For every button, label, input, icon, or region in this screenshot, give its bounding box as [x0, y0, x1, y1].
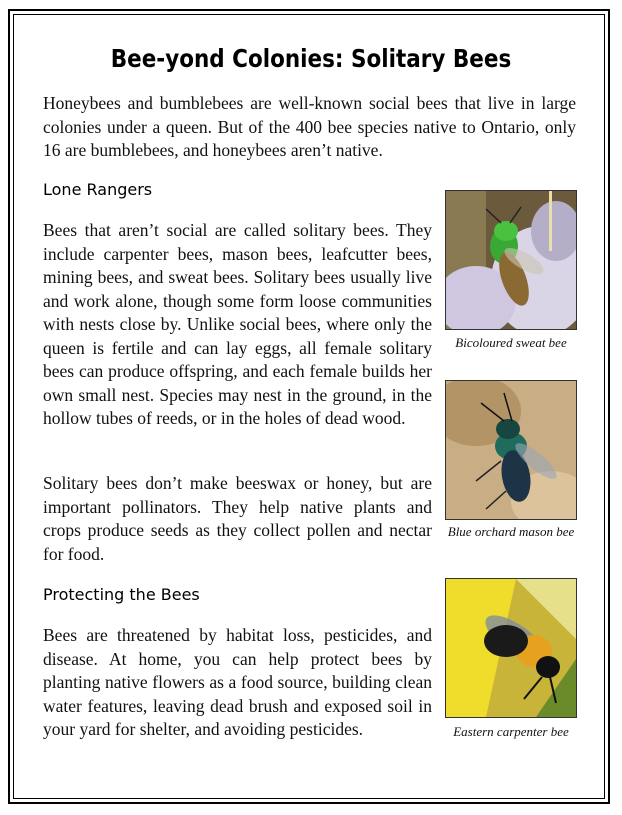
sweat-bee-photo: [445, 190, 577, 330]
lone-rangers-paragraph-2: Solitary bees don’t make beeswax or honey, but are important pollinators. They help native plants and crops produce seeds as they collect pollen and nectar for food.: [43, 473, 432, 564]
mason-bee-photo: [445, 380, 577, 520]
lone-rangers-paragraph-1: Bees that aren’t social are called solitary bees. They include carpenter bees, mason bees, leafcutter bees, mining bees, and sweat bees. Solitary bees usually live and work alone, though some form loose communities with nests close by. Unlike social bees, where only the queen is fertile and can lay eggs, all female solitary bees can produce offspring, and each female builds her own small nest. Species may nest in the ground, in the hollow tubes of reeds, or in the holes of dead wood.: [43, 220, 432, 428]
carpenter-bee-photo: [445, 578, 577, 718]
figure-caption: Eastern carpenter bee: [453, 724, 569, 739]
page-title: Bee-yond Colonies: Solitary Bees: [110, 44, 512, 73]
section-heading-lone-rangers: Lone Rangers: [43, 180, 153, 199]
section-heading-protecting: Protecting the Bees: [43, 585, 200, 604]
protecting-paragraph: Bees are threatened by habitat loss, pesticides, and disease. At home, you can help protect bees by planting native flowers as a food source, building clean water features, leaving dead brush and exposed soil in your yard for shelter, and avoiding pesticides.: [43, 625, 432, 739]
figure-caption: Blue orchard mason bee: [447, 524, 575, 539]
intro-paragraph: Honeybees and bumblebees are well-known social bees that live in large colonies under a queen. But of the 400 bee species native to Ontario, only 16 are bumblebees, and honeybees aren’t native.: [43, 93, 576, 160]
figure-caption: Bicoloured sweat bee: [455, 335, 567, 350]
